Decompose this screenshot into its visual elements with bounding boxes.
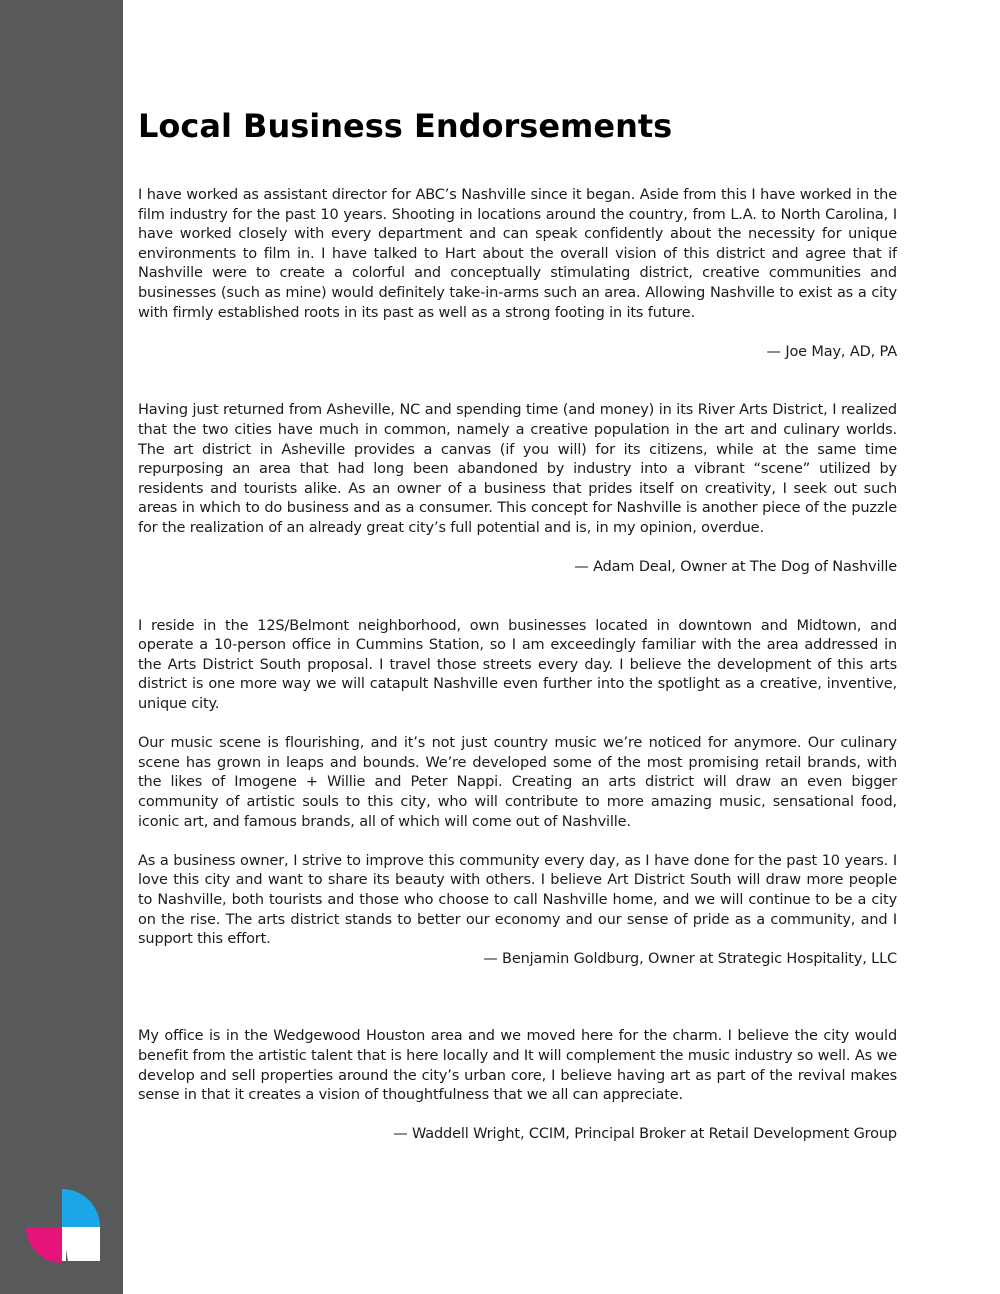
- endorsements-content: [138, 104, 897, 1145]
- endorsement-signature: — Adam Deal, Owner at The Dog of Nashville: [574, 559, 897, 576]
- endorsement-paragraph: As a business owner, I strive to improve this community every day, as I have done for the past 10 years. I love this city and want to share its beauty with others. I believe Art District South will draw more people to Nashville, both tourists and those who choose to call Nashville home, and we will continue to be a city on the rise. The arts district stands to better our economy and our sense of pride as a community, and I support this effort.: [138, 852, 897, 948]
- endorsement-signature: — Joe May, AD, PA: [766, 343, 897, 360]
- endorsement-signature: — Benjamin Goldburg, Owner at Strategic Hospitality, LLC: [483, 950, 897, 967]
- sidebar-bar: [0, 0, 123, 1294]
- endorsement-paragraph: I have worked as assistant director for ABC’s Nashville since it began. Aside from this I have worked in the film industry for the past 10 years. Shooting in locations around the country, from L.A. to North Carolina, I have worked closely with every department and can speak confidently about the necessity for unique environments to film in. I have talked to Hart about the overall vision of this district and agree that if Nashville were to create a colorful and conceptually stimulating district, creative communities and businesses (such as mine) would definitely take-in-arms such an area. Allowing Nashville to exist as a city with firmly established roots in its past as well as a strong footing in its future.: [138, 187, 897, 321]
- quarter-circle-logo-icon: [24, 1189, 104, 1265]
- endorsement-paragraph: I reside in the 12S/Belmont neighborhood, own businesses located in downtown and Midtown, and operate a 10-person office in Cummins Station, so I am exceedingly familiar with the area addressed in the Arts District South proposal. I travel those streets every day. I believe the development of this arts district is one more way we will catapult Nashville even further into the spotlight as a creative, inventive, unique city.: [138, 617, 897, 713]
- page-title: Local Business Endorsements: [138, 107, 673, 145]
- endorsement-signature: — Waddell Wright, CCIM, Principal Broker at Retail Development Group: [393, 1126, 897, 1143]
- endorsement-paragraph: Our music scene is flourishing, and it’s not just country music we’re noticed for anymore. Our culinary scene has grown in leaps and bounds. We’re developed some of the most promising retail brands, with the likes of Imogene + Willie and Peter Nappi. Creating an arts district will draw an even bigger community of artistic souls to this city, who will contribute to more amazing music, sensational food, iconic art, and famous brands, all of which will come out of Nashville.: [138, 735, 897, 830]
- endorsement-paragraph: My office is in the Wedgewood Houston area and we moved here for the charm. I believe the city would benefit from the artistic talent that is here locally and It will complement the music industry so well. As we develop and sell properties around the city’s urban core, I believe having art as part of the revival makes sense in that it creates a vision of thoughtfulness that we all can appreciate.: [138, 1028, 897, 1104]
- endorsement-paragraph: Having just returned from Asheville, NC and spending time (and money) in its River Arts District, I realized that the two cities have much in common, namely a creative population in the art and culinary worlds. The art district in Asheville provides a canvas (if you will) for its citizens, while at the same time repurposing an area that had long been abandoned by industry into a vibrant “scene” utilized by residents and tourists alike. As an owner of a business that prides itself on creativity, I seek out such areas in which to do business and as a consumer. This concept for Nashville is another piece of the puzzle for the realization of an already great city’s full potential and is, in my opinion, overdue.: [138, 402, 897, 536]
